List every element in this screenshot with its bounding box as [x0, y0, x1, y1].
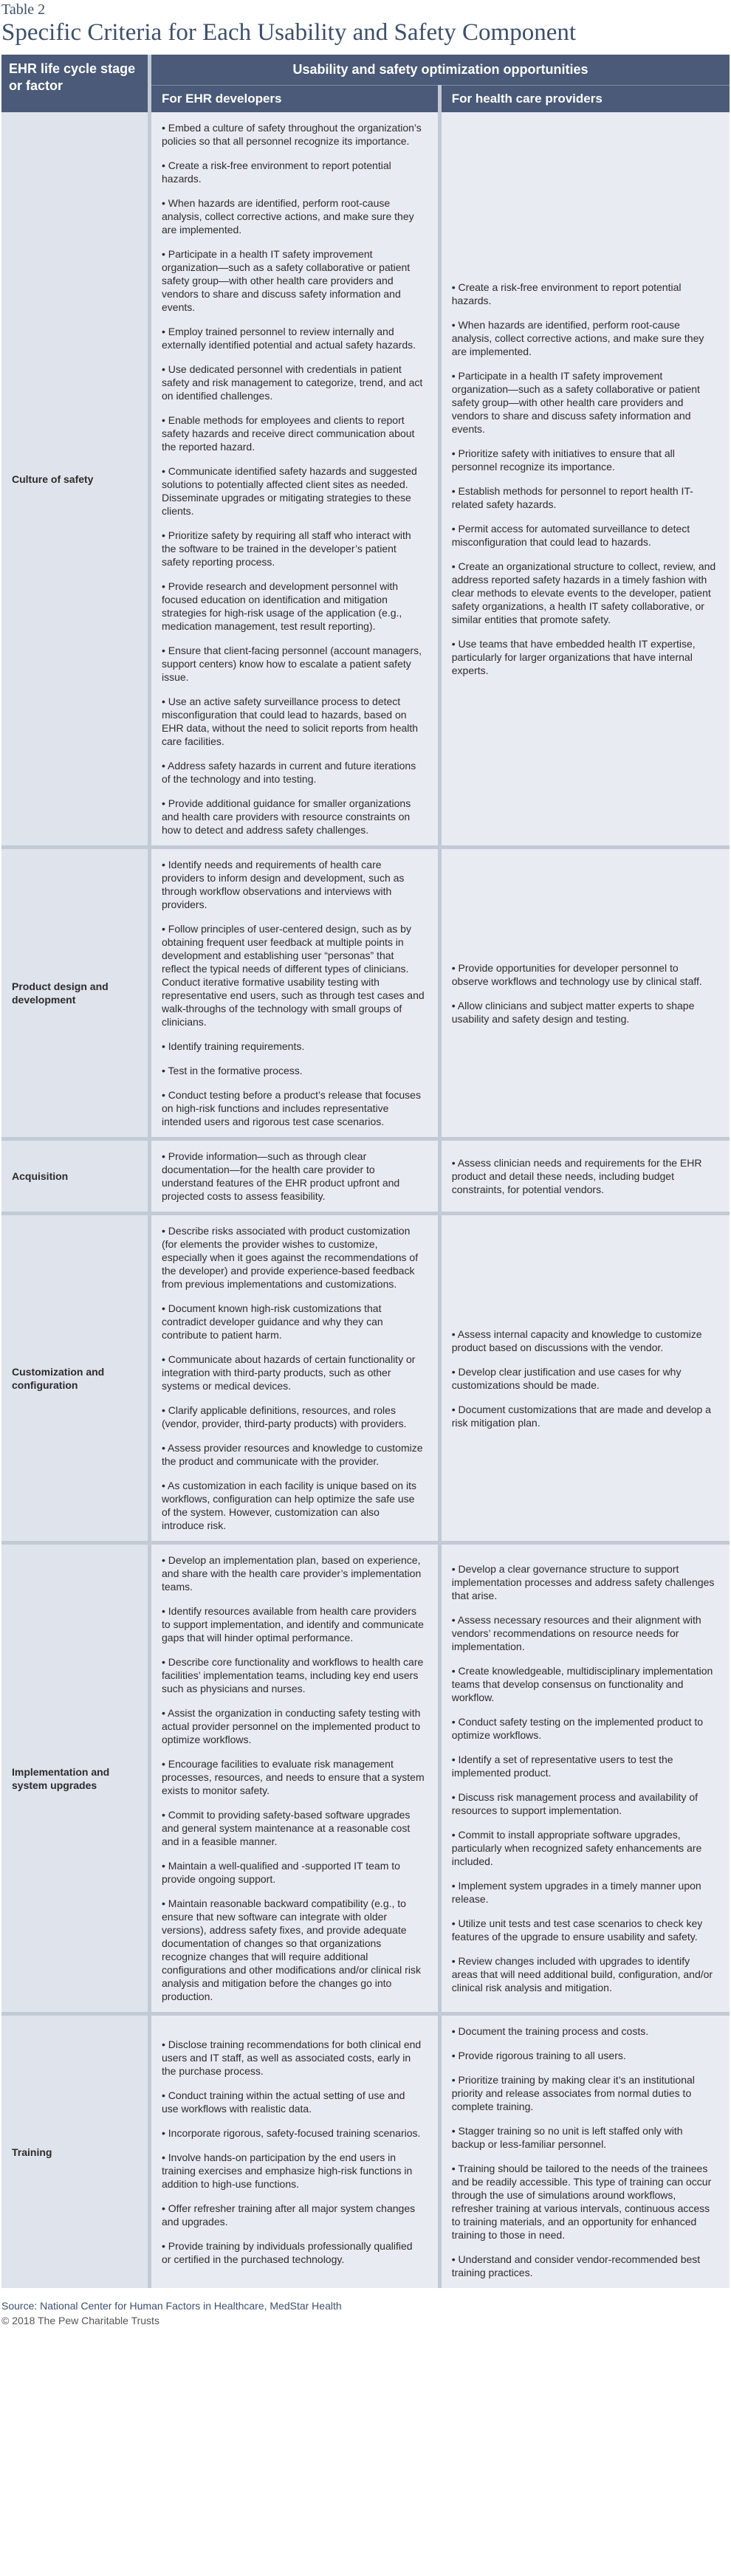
list-item: • Provide rigorous training to all users.	[451, 2050, 626, 2061]
stage-cell: Customization and configuration	[1, 1214, 150, 1543]
list-item: • Stagger training so no unit is left staffed only with backup or less-familiar personnel.	[451, 2125, 683, 2150]
list-item: • Utilize unit tests and test case scenarios to check key features of the upgrade to ensure usability and safety.	[451, 1917, 703, 1943]
list-item: • Implement system upgrades in a timely manner upon release.	[451, 1880, 701, 1905]
developers-cell	[150, 848, 440, 1139]
list-item: • Training should be tailored to the needs of the trainees and be readily accessible. This type of training can occur through the use of simulations around workflows, refresher training at various intervals, continuous access to training materials, and an opportunity for enhanced training to those in need.	[451, 2163, 712, 2241]
list-item: • Develop a clear governance structure to support implementation processes and address safety challenges that arise.	[451, 1563, 715, 1601]
list-item: • Use an active safety surveillance process to detect misconfiguration that could lead to hazards, based on EHR data, without the need to solicit reports from health care facilities.	[162, 695, 419, 747]
list-item: • Identify needs and requirements of health care providers to inform design and development, such as through workflow observations and interviews with providers.	[162, 859, 405, 910]
list-item: • Follow principles of user-centered design, such as by obtaining frequent user feedback at multiple points in development and establishing user “personas” that reflect the typical needs of different types of clinicians. Conduct iterative formative usability testing with representative end users, such as through test cases and walk-throughs of the technology with small groups of clinicians.	[162, 923, 425, 1028]
list-item: • Create knowledgeable, multidisciplinary implementation teams that develop consensus on functionality and workflow.	[451, 1665, 713, 1703]
list-item: • Conduct safety testing on the implemented product to optimize workflows.	[451, 1716, 704, 1741]
list-item: • Assess clinician needs and requirements for the EHR product and detail these needs, including budget constraints, for potential vendors.	[451, 1157, 702, 1195]
list-item: • Prioritize training by making clear it’s an institutional priority and release associates from normal duties to complete training.	[451, 2074, 695, 2112]
table-row	[1, 1543, 730, 2014]
developers-list	[162, 1224, 425, 1532]
footer	[1, 2298, 730, 2328]
list-item: • Create a risk-free environment to report potential hazards.	[162, 159, 391, 185]
list-item: • Embed a culture of safety throughout the organization’s policies so that all personnel recognize its importance.	[162, 122, 422, 147]
list-item: • Provide additional guidance for smaller organizations and health care providers with resource constraints on how to detect and address safety challenges.	[162, 797, 411, 836]
developers-list	[162, 1553, 425, 2003]
list-item: • Address safety hazards in current and future iterations of the technology and into testing.	[162, 760, 416, 785]
developers-cell	[150, 1543, 440, 2014]
list-item: • Assess provider resources and knowledge to customize the product and communicate with the provider.	[162, 1442, 423, 1467]
list-item: • Provide opportunities for developer personnel to observe workflows and technology use by clinical staff.	[451, 961, 702, 987]
list-item: • Maintain reasonable backward compatibility (e.g., to ensure that new software can integrate with older versions), address safety fixes, and provide adequate documentation of changes so that organizations recognize changes that will require additional configurations and other modifications and/or clinical risk analysis and mitigation before the changes go into production.	[162, 1897, 421, 2002]
list-item: • Conduct training within the actual setting of use and use workflows with realistic data.	[162, 2089, 405, 2115]
developers-cell	[150, 2014, 440, 2289]
list-item: • Test in the formative process.	[162, 1065, 303, 1076]
list-item: • Document customizations that are made and develop a risk mitigation plan.	[451, 1403, 711, 1429]
list-item: • Create a risk-free environment to report potential hazards.	[451, 281, 682, 306]
stage-cell: Product design and development	[1, 848, 150, 1139]
providers-cell	[439, 1214, 730, 1543]
providers-list	[452, 281, 716, 677]
header-developers: For EHR developers	[150, 86, 440, 113]
stage-cell: Implementation and system upgrades	[1, 1543, 150, 2014]
list-item: • Provide training by individuals professionally qualified or certified in the purchased technology.	[162, 2240, 413, 2265]
list-item: • Review changes included with upgrades to identify areas that will need additional build, configuration, and/or clinical risk analysis and mitigation.	[451, 1955, 713, 1993]
table-row	[1, 1139, 730, 1214]
developers-cell	[150, 112, 440, 848]
list-item: • Discuss risk management process and availability of resources to support implementation.	[451, 1791, 699, 1816]
list-item: • Prioritize safety by requiring all staff who interact with the software to be trained in the developer’s patient safety reporting process.	[162, 529, 411, 568]
table-row	[1, 1214, 730, 1543]
table-row	[1, 112, 730, 848]
providers-cell	[439, 2014, 730, 2289]
list-item: • Describe risks associated with product customization (for elements the provider wishes to customize, especially when it goes against the recommendations of the developer) and provide experience-based feedback from previous implementations and customizations.	[162, 1225, 419, 1290]
list-item: • Employ trained personnel to review internally and externally identified potential and actual safety hazards.	[162, 326, 416, 351]
list-item: • Use dedicated personnel with credentials in patient safety and risk management to categorize, trend, and act on identified challenges.	[162, 363, 423, 402]
list-item: • Provide research and development personnel with focused education on identification and mitigation strategies for high-risk usage of the application (e.g., medication management, test result reporting).	[162, 580, 402, 632]
table-row	[1, 848, 730, 1139]
list-item: • Commit to providing safety-based software upgrades and general system maintenance at a reasonable cost and in a feasible manner.	[162, 1809, 411, 1847]
list-item: • Enable methods for employees and clients to report safety hazards and receive direct communication about the reported hazard.	[162, 414, 415, 453]
header-stage: EHR life cycle stage or factor	[1, 55, 150, 112]
developers-list	[162, 2038, 425, 2266]
list-item: • Encourage facilities to evaluate risk management processes, resources, and needs to ensure that a system exists to monitor safety.	[162, 1758, 425, 1796]
list-item: • When hazards are identified, perform root-cause analysis, collect corrective actions, and make sure they are implemented.	[451, 319, 704, 357]
list-item: • Provide information—such as through clear documentation—for the health care provider to understand features of the EHR product upfront and projected costs to assess feasibility.	[162, 1150, 400, 1202]
list-item: • Conduct testing before a product’s release that focuses on high-risk functions and includes representative intended users and rigorous test case scenarios.	[162, 1089, 421, 1127]
list-item: • Incorporate rigorous, safety-focused training scenarios.	[162, 2127, 421, 2139]
list-item: • Understand and consider vendor-recommended best training practices.	[451, 2253, 701, 2278]
list-item: • Participate in a health IT safety improvement organization—such as a safety collaborative or patient safety group—with other health care providers and vendors to share and discuss safety information and events.	[162, 248, 411, 313]
table-row	[1, 2014, 730, 2289]
list-item: • Identify a set of representative users to test the implemented product.	[451, 1754, 673, 1779]
providers-cell	[439, 1139, 730, 1214]
stage-cell: Culture of safety	[1, 112, 150, 848]
list-item: • Permit access for automated surveillance to detect misconfiguration that could lead to hazards.	[451, 523, 690, 548]
list-item: • Identify training requirements.	[162, 1040, 305, 1052]
list-item: • Document the training process and costs.	[451, 2025, 649, 2037]
copyright: © 2018 The Pew Charitable Trusts	[1, 2315, 159, 2326]
list-item: • Describe core functionality and workflows to health care facilities’ implementation teams, including key end users such as physicians and nurses.	[162, 1656, 424, 1694]
list-item: • Create an organizational structure to collect, review, and address reported safety hazards in a timely fashion with clear methods to elevate events to the developer, patient safety organizations, a health IT safety collaborative, or similar entities that promote safety.	[451, 560, 716, 625]
header-opportunities: Usability and safety optimization opportunities	[150, 55, 730, 86]
list-item: • Communicate identified safety hazards and suggested solutions to potentially affected client sites as needed. Disseminate upgrades or mitigating strategies to these clients.	[162, 465, 417, 517]
table-title: Specific Criteria for Each Usability and Safety Component	[1, 19, 577, 46]
developers-list	[162, 858, 425, 1128]
list-item: • Identify resources available from health care providers to support implementation, and identify and communicate gaps that will hinder optimal performance.	[162, 1605, 424, 1644]
providers-cell	[439, 112, 730, 848]
developers-list	[162, 1150, 425, 1203]
providers-cell	[439, 1543, 730, 2014]
list-item: • Commit to install appropriate software upgrades, particularly when recognized safety enhancements are included.	[451, 1829, 702, 1867]
list-item: • Allow clinicians and subject matter experts to shape usability and safety design and testing.	[451, 999, 695, 1025]
providers-list	[452, 1328, 716, 1429]
developers-cell	[150, 1139, 440, 1214]
list-item: • Develop an implementation plan, based on experience, and share with the health care provider’s implementation teams.	[162, 1554, 422, 1593]
list-item: • Involve hands-on participation by the end users in training exercises and emphasize high-risk functions in addition to high-use functions.	[162, 2151, 413, 2190]
providers-cell	[439, 848, 730, 1139]
providers-list	[452, 961, 716, 1026]
providers-list	[452, 1156, 716, 1196]
list-item: • Establish methods for personnel to report health IT-related safety hazards.	[451, 485, 693, 510]
list-item: • Document known high-risk customizations that contradict developer guidance and why they can contribute to patient harm.	[162, 1302, 383, 1341]
list-item: • Disclose training recommendations for both clinical end users and IT staff, as well as associated costs, early in the purchase process.	[162, 2039, 422, 2077]
developers-list	[162, 121, 425, 837]
list-item: • Use teams that have embedded health IT expertise, particularly for larger organizations that have internal experts.	[451, 638, 696, 676]
table-body	[1, 112, 730, 2288]
header-providers: For health care providers	[439, 86, 730, 113]
list-item: • Ensure that client-facing personnel (account managers, support centers) know how to escalate a patient safety issue.	[162, 645, 422, 683]
list-item: • Participate in a health IT safety improvement organization—such as a safety collaborative or patient safety group—with other health care providers and vendors to share and discuss safety information and events.	[451, 370, 700, 435]
list-item: • Assist the organization in conducting safety testing with actual provider personnel on the implemented product to optimize workflows.	[162, 1707, 421, 1745]
list-item: • Maintain a well-qualified and -supported IT team to provide ongoing support.	[162, 1860, 400, 1885]
developers-cell	[150, 1214, 440, 1543]
list-item: • Assess internal capacity and knowledge to customize product based on discussions with the vendor.	[451, 1328, 702, 1353]
list-item: • As customization in each facility is unique based on its workflows, configuration can help optimize the safe use of the system. However, customization can also introduce risk.	[162, 1480, 416, 1531]
providers-list	[452, 1562, 716, 1994]
list-item: • Clarify applicable definitions, resources, and roles (vendor, provider, third-party products) with providers.	[162, 1404, 407, 1429]
list-item: • When hazards are identified, perform root-cause analysis, collect corrective actions, and make sure they are implemented.	[162, 197, 414, 236]
source-note: Source: National Center for Human Factors in Healthcare, MedStar Health	[1, 2300, 342, 2312]
list-item: • Prioritize safety with initiatives to ensure that all personnel recognize its importance.	[451, 447, 675, 473]
list-item: • Develop clear justification and use cases for why customizations should be made.	[451, 1365, 682, 1391]
list-item: • Assess necessary resources and their alignment with vendors’ recommendations on resource needs for implementation.	[451, 1614, 701, 1652]
list-item: • Offer refresher training after all major system changes and upgrades.	[162, 2202, 416, 2228]
stage-cell: Training	[1, 2014, 150, 2289]
providers-list	[452, 2024, 716, 2279]
stage-cell: Acquisition	[1, 1139, 150, 1214]
table-label: Table 2	[1, 1, 46, 18]
criteria-table	[1, 55, 730, 2288]
list-item: • Communicate about hazards of certain functionality or integration with third-party products, such as other systems or medical devices.	[162, 1353, 416, 1392]
